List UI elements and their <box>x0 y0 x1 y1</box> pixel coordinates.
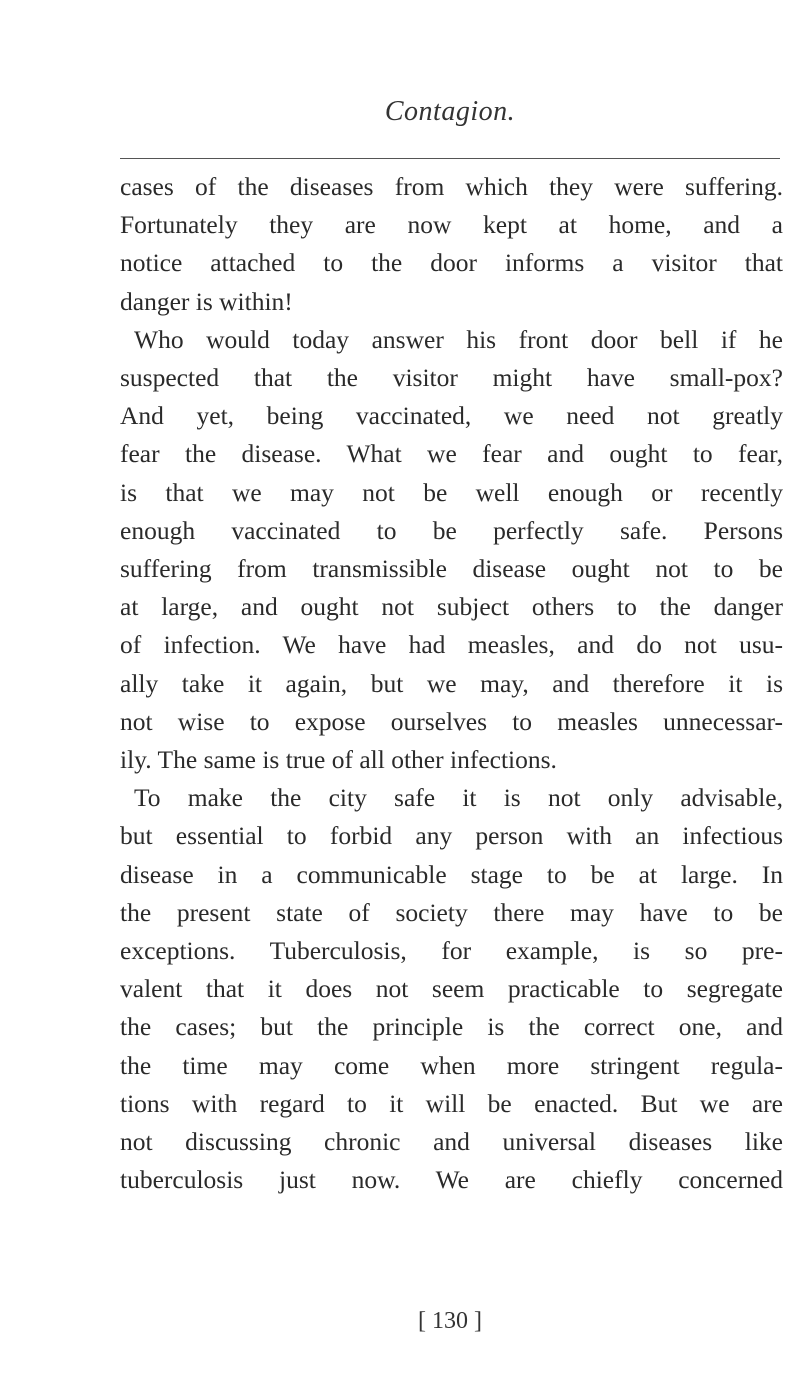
body-text <box>120 168 783 1199</box>
text-line: tuberculosis just now. We are chiefly concerned <box>120 1165 783 1195</box>
text-line: of infection. We have had measles, and do not usu- <box>120 630 783 660</box>
text-line: suspected that the visitor might have small-pox? <box>120 363 783 393</box>
text-line: disease in a communicable stage to be at large. In <box>120 859 783 889</box>
text-line: exceptions. Tuberculosis, for example, is so pre- <box>120 936 783 966</box>
text-line: danger is within! <box>120 286 293 316</box>
text-line: but essential to forbid any person with an infectious <box>120 821 783 851</box>
text-line: the present state of society there may have to be <box>120 897 783 927</box>
text-line: And yet, being vaccinated, we need not greatly <box>120 401 783 431</box>
text-line: Who would today answer his front door bell if he <box>134 324 783 354</box>
text-line: not discussing chronic and universal diseases like <box>120 1127 783 1157</box>
header-rule <box>120 158 780 159</box>
text-line: To make the city safe it is not only advisable, <box>134 783 783 813</box>
text-line: notice attached to the door informs a visitor that <box>120 248 783 278</box>
text-line: fear the disease. What we fear and ought to fear, <box>120 439 783 469</box>
text-line: the time may come when more stringent regula- <box>120 1050 783 1080</box>
text-line: ily. The same is true of all other infections. <box>120 745 557 775</box>
text-line: at large, and ought not subject others to the danger <box>120 592 783 622</box>
text-line: is that we may not be well enough or recently <box>120 477 783 507</box>
text-line: ally take it again, but we may, and therefore it is <box>120 668 783 698</box>
text-line: valent that it does not seem practicable to segregate <box>120 974 783 1004</box>
text-line: enough vaccinated to be perfectly safe. Persons <box>120 515 783 545</box>
text-line: cases of the diseases from which they were suffering. <box>120 172 783 201</box>
page-number: [ 130 ] <box>418 1308 482 1334</box>
text-line: the cases; but the principle is the correct one, and <box>120 1012 783 1042</box>
text-line: not wise to expose ourselves to measles unnecessar- <box>120 706 783 736</box>
text-line: tions with regard to it will be enacted. But we are <box>120 1088 783 1118</box>
running-head: Contagion. <box>384 96 516 127</box>
text-line: Fortunately they are now kept at home, and a <box>120 210 783 240</box>
text-line: suffering from transmissible disease ought not to be <box>120 554 783 584</box>
